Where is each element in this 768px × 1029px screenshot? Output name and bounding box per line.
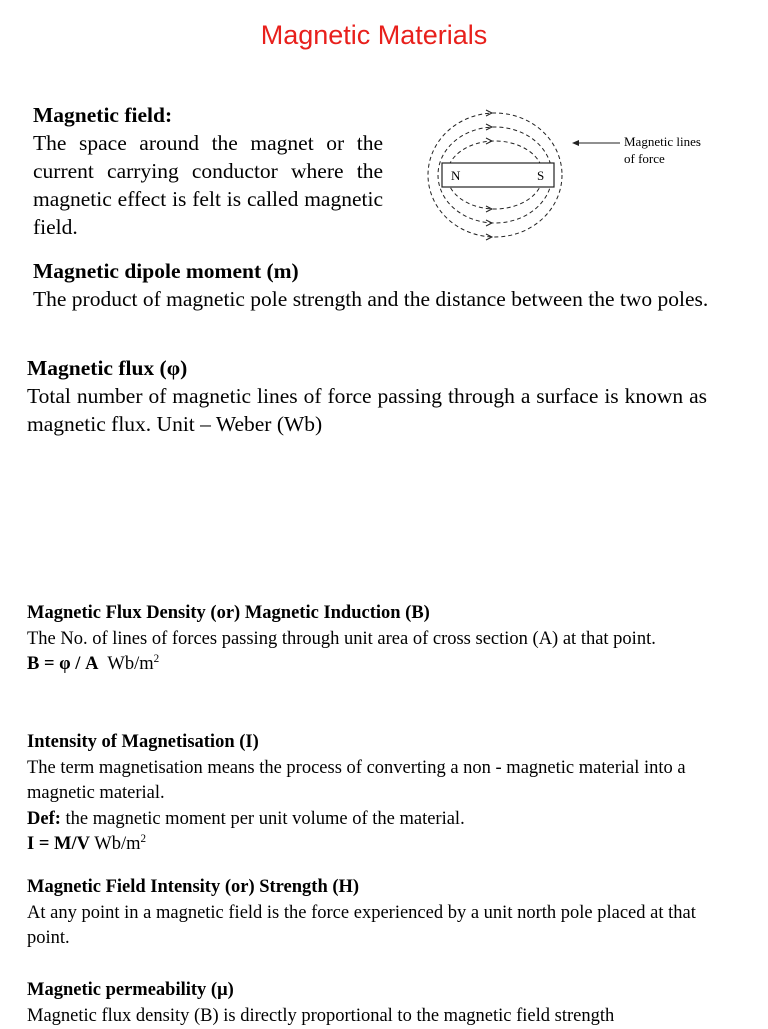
magnetisation-definition xyxy=(27,807,727,833)
flux-density-heading: Magnetic Flux Density (or) Magnetic Induction (B) xyxy=(27,601,727,627)
section-permeability xyxy=(27,978,747,1029)
bar-magnet-diagram xyxy=(420,100,740,250)
magnetic-flux-heading: Magnetic flux (φ) xyxy=(27,354,707,382)
field-intensity-body: At any point in a magnetic field is the force experienced by a unit north pole placed at that point. xyxy=(27,901,727,952)
section-field-intensity xyxy=(27,875,727,952)
magnetisation-def-text: the magnetic moment per unit volume of the material. xyxy=(61,809,465,829)
flux-density-formula-unit: Wb/m xyxy=(107,654,153,674)
section-magnetic-flux xyxy=(27,354,707,438)
flux-density-body: The No. of lines of forces passing through unit area of cross section (A) at that point. xyxy=(27,627,727,653)
magnetisation-formula xyxy=(27,832,727,858)
callout-label-line2: of force xyxy=(624,151,665,166)
magnetisation-formula-unit: Wb/m xyxy=(90,834,141,854)
flux-density-formula-exponent: 2 xyxy=(154,653,160,665)
permeability-heading: Magnetic permeability (μ) xyxy=(27,978,747,1004)
callout-label-line1: Magnetic lines xyxy=(624,134,701,149)
flux-density-formula-expression: B = φ / A xyxy=(27,654,98,674)
section-magnetisation xyxy=(27,730,727,858)
magnetic-field-body: The space around the magnet or the current carrying conductor where the magnetic effect is felt is called magnetic field. xyxy=(33,129,383,241)
magnetisation-def-label: Def: xyxy=(27,809,61,829)
magnetisation-formula-expression: I = M/V xyxy=(27,834,90,854)
magnetic-field-heading: Magnetic field: xyxy=(33,101,383,129)
magnetisation-heading: Intensity of Magnetisation (I) xyxy=(27,730,727,756)
flux-density-formula xyxy=(27,652,727,678)
callout-arrowhead xyxy=(572,140,579,146)
permeability-body: Magnetic flux density (B) is directly proportional to the magnetic field strength xyxy=(27,1004,747,1029)
section-magnetic-field xyxy=(33,101,383,241)
section-dipole-moment xyxy=(33,257,709,313)
dipole-moment-heading: Magnetic dipole moment (m) xyxy=(33,257,709,285)
magnetisation-formula-exponent: 2 xyxy=(141,833,147,845)
field-intensity-heading: Magnetic Field Intensity (or) Strength (H) xyxy=(27,875,727,901)
page-title: Magnetic Materials xyxy=(0,20,748,51)
south-pole-label: S xyxy=(537,168,544,183)
dipole-moment-body: The product of magnetic pole strength and the distance between the two poles. xyxy=(33,285,709,313)
section-flux-density xyxy=(27,601,727,678)
magnetisation-body: The term magnetisation means the process of converting a non - magnetic material into a magnetic material. xyxy=(27,756,727,807)
north-pole-label: N xyxy=(451,168,461,183)
magnetic-flux-body: Total number of magnetic lines of force passing through a surface is known as magnetic flux. Unit – Weber (Wb) xyxy=(27,382,707,438)
